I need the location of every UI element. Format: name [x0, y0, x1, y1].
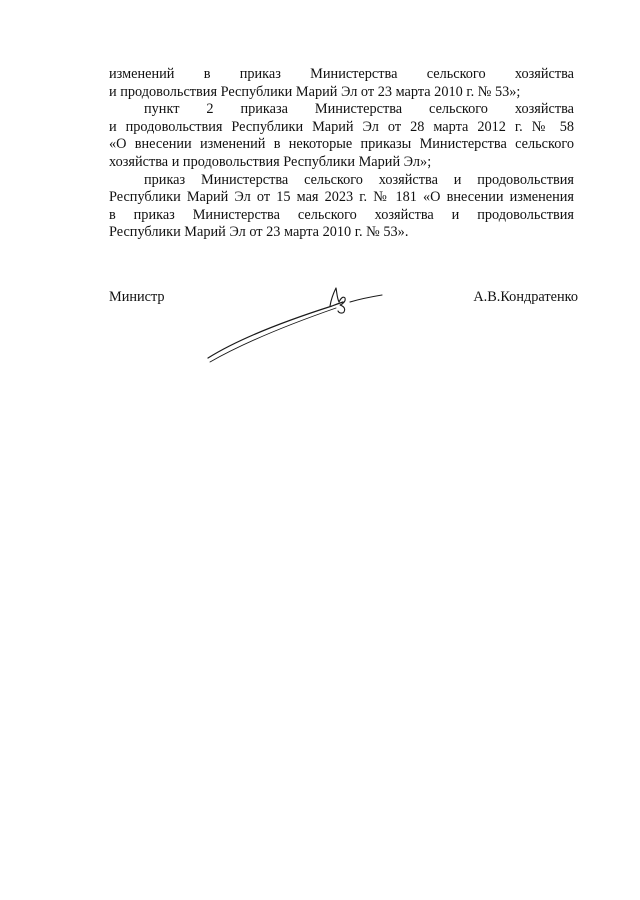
text-line: приказ Министерства сельского хозяйства и продовольствия — [144, 171, 574, 188]
text-line: изменений в приказ Министерства сельского хозяйства — [109, 66, 574, 82]
text-line: Республики Марий Эл от 15 мая 2023 г. № 181 «О внесении изменения — [109, 189, 574, 206]
text-line: «О внесении изменений в некоторые приказы Министерства сельского — [109, 136, 574, 153]
signer-position: Министр — [109, 289, 165, 305]
text-line: в приказ Министерства сельского хозяйства и продовольствия — [109, 206, 574, 223]
text-line: пункт 2 приказа Министерства сельского хозяйства — [144, 101, 574, 118]
paragraph-3 — [109, 172, 574, 242]
document-body — [109, 66, 574, 242]
paragraph-1 — [109, 66, 574, 101]
text-line: и продовольствия Республики Марий Эл от 28 марта 2012 г. № 58 — [109, 118, 574, 135]
text-line: Республики Марий Эл от 23 марта 2010 г. № 53». — [109, 224, 409, 241]
text-line: хозяйства и продовольствия Республики Марий Эл»; — [109, 153, 432, 170]
text-line: и продовольствия Республики Марий Эл от 23 марта 2010 г. № 53»; — [109, 83, 521, 100]
handwritten-signature — [200, 276, 390, 368]
paragraph-2 — [109, 101, 574, 171]
signer-name: А.В.Кондратенко — [473, 289, 578, 305]
